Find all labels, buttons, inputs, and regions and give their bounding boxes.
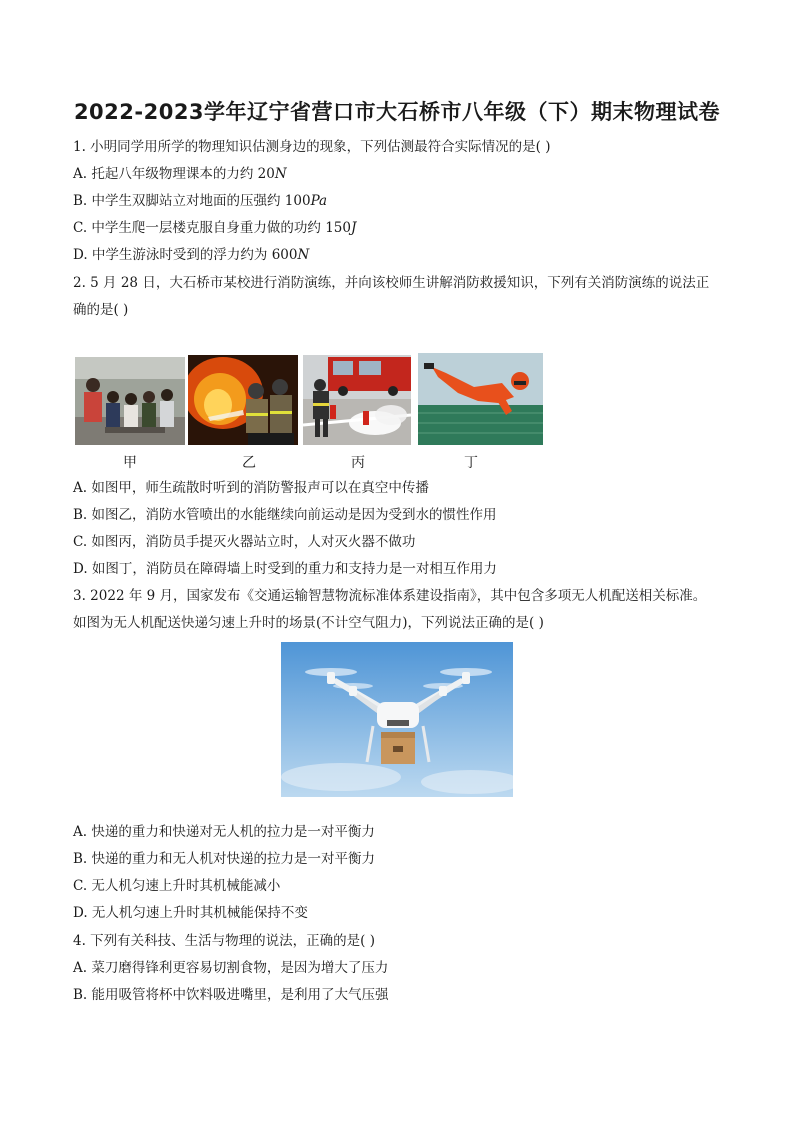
q3-option-b: B. 快递的重力和无人机对快递的拉力是一对平衡力: [73, 851, 376, 867]
caption-bing: 丙: [351, 455, 365, 471]
q3-option-c: C. 无人机匀速上升时其机械能减小: [73, 878, 281, 894]
photo-firefighters-hose: [188, 355, 298, 445]
q2-stem-line1: 2. 5 月 28 日，大石桥市某校进行消防演练，并向该校师生讲解消防救援知识，下列有关消防演练的说法正: [73, 275, 710, 291]
q2-stem-line2: 确的是( ): [73, 302, 129, 318]
q2-option-d: D. 如图丁，消防员在障碍墙上时受到的重力和支持力是一对相互作用力: [73, 561, 497, 577]
caption-yi: 乙: [242, 455, 256, 471]
q4-stem: 4. 下列有关科技、生活与物理的说法，正确的是( ): [73, 933, 375, 949]
photo-barrier-wall: [418, 353, 543, 445]
q1-stem: 1. 小明同学用所学的物理知识估测身边的现象，下列估测最符合实际情况的是( ): [73, 139, 551, 155]
q1-option-a: A. 托起八年级物理课本的力约 20N: [73, 166, 287, 182]
q2-option-b: B. 如图乙，消防水管喷出的水能继续向前运动是因为受到水的惯性作用: [73, 507, 497, 523]
photo-evacuation: [75, 357, 185, 445]
q3-option-a: A. 快递的重力和快递对无人机的拉力是一对平衡力: [73, 824, 375, 840]
q1-option-b: B. 中学生双脚站立对地面的压强约 100Pa: [73, 193, 328, 209]
q4-option-a: A. 菜刀磨得锋利更容易切割食物，是因为增大了压力: [73, 960, 389, 976]
caption-jia: 甲: [123, 455, 137, 471]
photo-delivery-drone: [281, 642, 513, 797]
q2-option-a: A. 如图甲，师生疏散时听到的消防警报声可以在真空中传播: [73, 480, 429, 496]
exam-title: 2022-2023学年辽宁省营口市大石桥市八年级（下）期末物理试卷: [73, 100, 721, 124]
q1-option-d: D. 中学生游泳时受到的浮力约为 600N: [73, 247, 310, 263]
caption-ding: 丁: [464, 455, 478, 471]
q3-stem-line1: 3. 2022 年 9 月，国家发布《交通运输智慧物流标准体系建设指南》，其中包含多项无人机配送相关标准。: [73, 588, 707, 604]
q3-option-d: D. 无人机匀速上升时其机械能保持不变: [73, 905, 308, 921]
q4-option-b: B. 能用吸管将杯中饮料吸进嘴里，是利用了大气压强: [73, 987, 389, 1003]
photo-fire-extinguisher: [303, 355, 411, 445]
q3-stem-line2: 如图为无人机配送快递匀速上升时的场景(不计空气阻力)，下列说法正确的是( ): [73, 615, 544, 631]
q1-option-c: C. 中学生爬一层楼克服自身重力做的功约 150J: [73, 220, 357, 236]
q2-option-c: C. 如图丙，消防员手提灭火器站立时，人对灭火器不做功: [73, 534, 416, 550]
